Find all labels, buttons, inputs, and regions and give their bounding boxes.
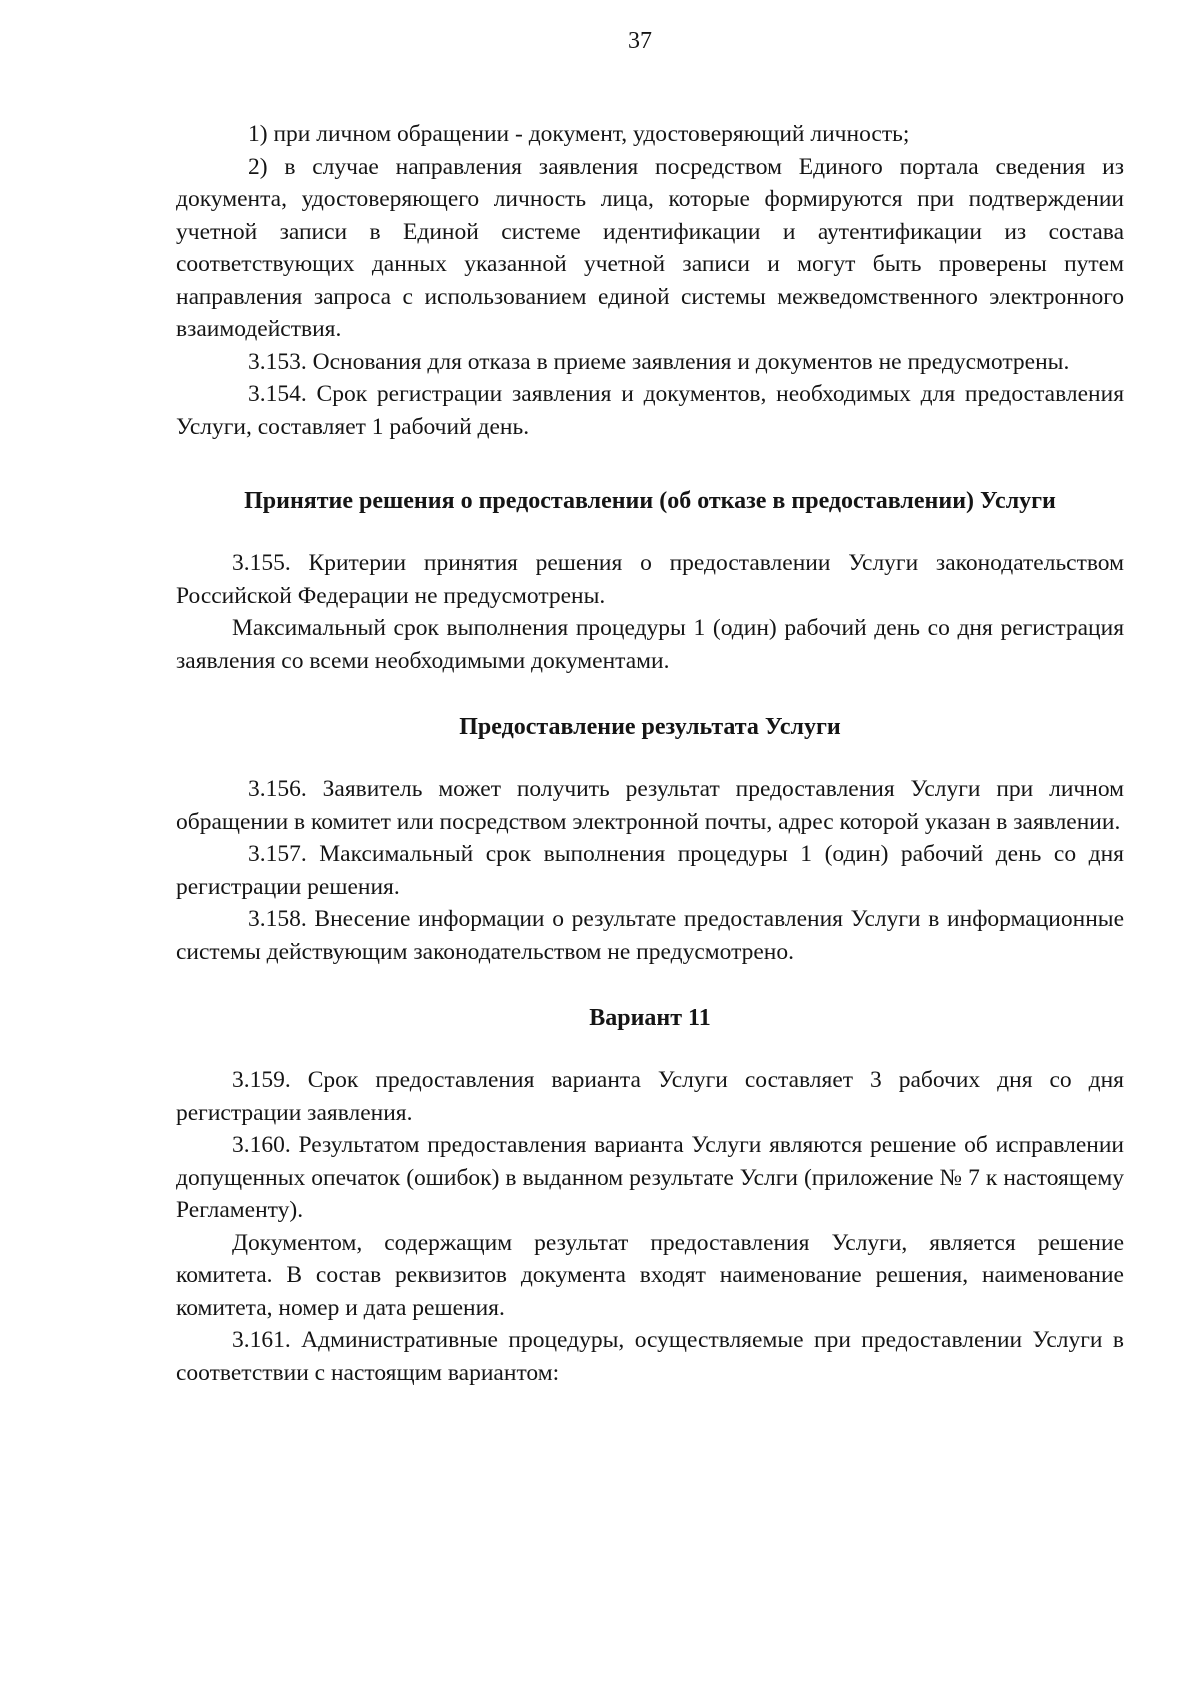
paragraph-3-155: 3.155. Критерии принятия решения о предоставлении Услуги законодательством Российской Федерации не предусмотрены. xyxy=(176,550,1124,609)
paragraph-3-158: 3.158. Внесение информации о результате предоставления Услуги в информационные системы действующим законодательством не предусмотрено. xyxy=(176,906,1124,965)
paragraph-3-160: 3.160. Результатом предоставления варианта Услуги являются решение об исправлении допущенных опечаток (ошибок) в выданном результате Услги (приложение № 7 к настоящему Регламенту). xyxy=(176,1132,1124,1223)
paragraph-decision-deadline: Максимальный срок выполнения процедуры 1 (один) рабочий день со дня регистрация заявления со всеми необходимыми документами. xyxy=(176,615,1124,674)
paragraph-3-161: 3.161. Административные процедуры, осуществляемые при предоставлении Услуги в соответствии с настоящим вариантом: xyxy=(176,1327,1124,1386)
section-heading-variant-11: Вариант 11 xyxy=(589,1005,711,1031)
paragraph-item-2: 2) в случае направления заявления посредством Единого портала сведения из документа, удостоверяющего личность лица, которые формируются при подтверждении учетной записи в Единой системе идентификации и аутентификации из состава соответствующих данных указанной учетной записи и могут быть проверены путем направления запроса с использованием единой системы межведомственного электронного взаимодействия. xyxy=(176,153,1124,342)
section-heading-decision: Принятие решения о предоставлении (об отказе в предоставлении) Услуги xyxy=(244,488,1056,514)
document-body xyxy=(176,118,1124,1389)
paragraph-3-159: 3.159. Срок предоставления варианта Услуги составляет 3 рабочих дня со дня регистрации заявления. xyxy=(176,1067,1124,1126)
paragraph-3-154: 3.154. Срок регистрации заявления и документов, необходимых для предоставления Услуги, составляет 1 рабочий день. xyxy=(176,381,1124,440)
section-heading-result: Предоставление результата Услуги xyxy=(459,714,841,740)
paragraph-item-1: 1) при личном обращении - документ, удостоверяющий личность; xyxy=(248,121,910,147)
paragraph-result-document: Документом, содержащим результат предоставления Услуги, является решение комитета. В состав реквизитов документа входят наименование решения, наименование комитета, номер и дата решения. xyxy=(176,1229,1124,1321)
paragraph-3-157: 3.157. Максимальный срок выполнения процедуры 1 (один) рабочий день со дня регистрации решения. xyxy=(176,841,1124,900)
page-number: 37 xyxy=(628,28,652,54)
paragraph-3-156: 3.156. Заявитель может получить результат предоставления Услуги при личном обращении в комитет или посредством электронной почты, адрес которой указан в заявлении. xyxy=(176,776,1124,835)
paragraph-3-153: 3.153. Основания для отказа в приеме заявления и документов не предусмотрены. xyxy=(248,348,1070,375)
